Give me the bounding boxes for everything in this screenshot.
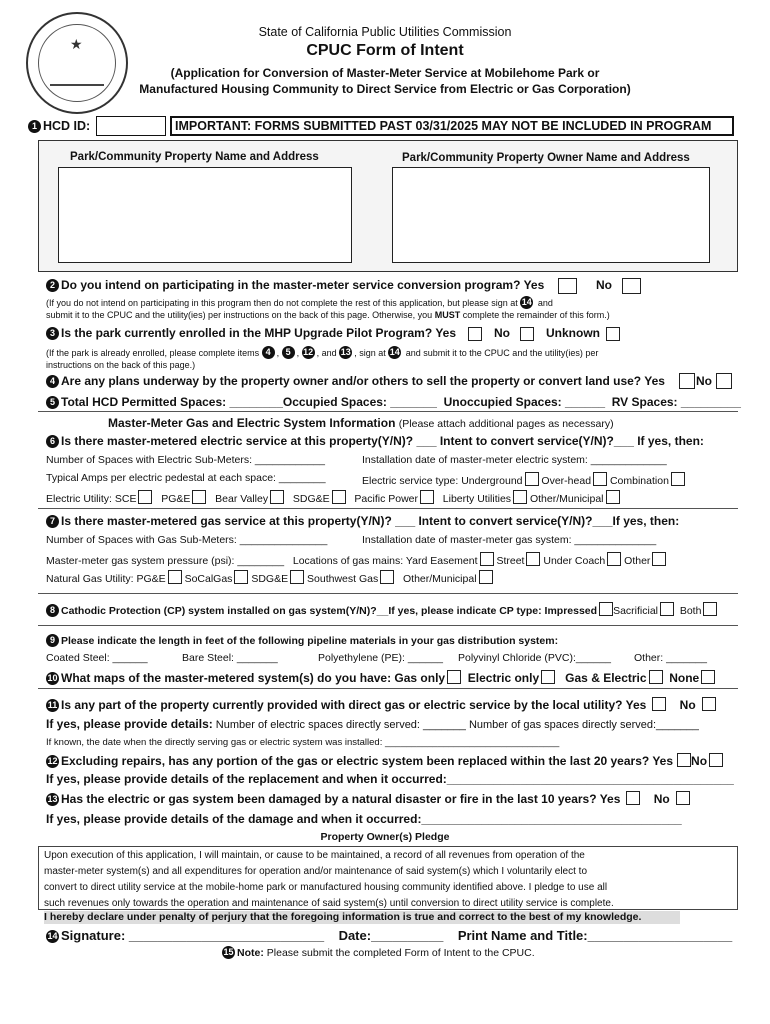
q2-note-line-2: submit it to the CPUC and the utility(ies) per instructions on the back of this page. Otherwise, you MUST complete the remainder of this form.) (46, 310, 610, 320)
q12-question: 12 Excluding repairs, has any portion of the gas or electric system been replaced within the last 20 years? Yes No (46, 753, 723, 768)
both-cp-checkbox[interactable] (703, 602, 717, 616)
q12-no-checkbox[interactable] (709, 753, 723, 767)
pacific-power-checkbox[interactable] (420, 490, 434, 504)
q8-question: 8 Cathodic Protection (CP) system installed on gas system(Y/N)?__If yes, please indicate CP type: Impressed Sacrificial Both (46, 602, 717, 617)
sacrificial-checkbox[interactable] (660, 602, 674, 616)
q3-note-line-1: (If the park is already enrolled, please complete items 4 , 5 , 12 , and 13 , sign at 14 and submit it to the CPUC and the utility(ies) per (46, 347, 599, 358)
signature-row: 14 Signature: ___________________________ Date:__________ Print Name and Title:____________________ (47, 928, 733, 943)
q5-spaces-row: 5 Total HCD Permitted Spaces: ________Occupied Spaces: _______ Unoccupied Spaces: ______ RV Spaces: _________ (46, 395, 741, 409)
yard-easement-checkbox[interactable] (480, 552, 494, 566)
sdge-gas-checkbox[interactable] (290, 570, 304, 584)
gas-electric-checkbox[interactable] (649, 670, 663, 684)
q6-submeters: Number of Spaces with Electric Sub-Meters: ____________ (46, 454, 325, 466)
q4-no-checkbox[interactable] (716, 373, 732, 389)
socalgas-checkbox[interactable] (234, 570, 248, 584)
section-header: Master-Meter Gas and Electric System Information (Please attach additional pages as necessary) (108, 416, 614, 430)
q10-question: 10 What maps of the master-metered system(s) do you have: Gas only Electric only Gas & Electric None (46, 670, 715, 685)
form-subtitle-line-2: Manufactured Housing Community to Direct Service from Electric or Gas Corporation) (139, 82, 631, 96)
state-seal-logo: ★ (26, 12, 128, 114)
q12-yes-checkbox[interactable] (677, 753, 691, 767)
declaration: I hereby declare under penalty of perjury that the foregoing information is true and correct to the best of my knowledge. (44, 911, 680, 924)
q13-yes-checkbox[interactable] (626, 791, 640, 805)
divider (38, 625, 738, 626)
owner-name-label: Park/Community Property Owner Name and Address (402, 152, 690, 164)
date-field[interactable]: Date:__________ (338, 928, 444, 943)
signature-field[interactable]: Signature: ___________________________ (61, 928, 325, 943)
q9-question: 9 Please indicate the length in feet of the following pipeline materials in your gas distribution system: (46, 634, 558, 647)
liberty-utilities-checkbox[interactable] (513, 490, 527, 504)
q4-yes-checkbox[interactable] (679, 373, 695, 389)
divider (38, 688, 738, 689)
pledge-line-4: such revenues only towards the operation and maintenance of said system(s) until conversion to direct utility service is complete. (44, 898, 614, 909)
form-title: CPUC Form of Intent (306, 42, 464, 59)
sdge-electric-checkbox[interactable] (332, 490, 346, 504)
q13-no-checkbox[interactable] (676, 791, 690, 805)
deadline-notice: IMPORTANT: FORMS SUBMITTED PAST 03/31/2025 MAY NOT BE INCLUDED IN PROGRAM (170, 116, 734, 136)
q6-install-date: Installation date of master-meter electric system: _____________ (362, 454, 667, 466)
form-subtitle-line-1: (Application for Conversion of Master-Meter Service at Mobilehome Park or (170, 66, 600, 80)
q4-no-label: No (696, 374, 712, 388)
q6-amps: Typical Amps per electric pedestal at each space: ________ (46, 472, 326, 484)
park-name-label: Park/Community Property Name and Address (70, 151, 319, 163)
q13-details: If yes, please provide details of the damage and when it occurred:_______________________________________ (46, 812, 682, 826)
street-checkbox[interactable] (526, 552, 540, 566)
q3-no-checkbox[interactable] (520, 327, 534, 341)
pge-gas-checkbox[interactable] (168, 570, 182, 584)
q11-yes-checkbox[interactable] (652, 697, 666, 711)
q3-question: 3 Is the park currently enrolled in the MHP Upgrade Pilot Program? Yes (46, 326, 456, 340)
divider (38, 593, 738, 594)
pge-electric-checkbox[interactable] (192, 490, 206, 504)
q9-other: Other: _______ (634, 652, 707, 664)
q3-unknown-checkbox[interactable] (606, 327, 620, 341)
park-name-address-field[interactable] (58, 167, 352, 263)
q7-question: 7 Is there master-metered gas service at this property(Y/N)? ___ Intent to convert service(Y/N)?___If yes, then: (46, 514, 679, 528)
q13-question: 13 Has the electric or gas system been damaged by a natural disaster or fire in the last 10 years? Yes No (46, 791, 690, 806)
q3-yes-checkbox[interactable] (468, 327, 482, 341)
hcd-id-label: 1 HCD ID: (28, 119, 90, 133)
q7-pressure-and-mains: Master-meter gas system pressure (psi): ________ Locations of gas mains: Yard Easement Street Under Coach Other (46, 552, 666, 567)
q6-electric-utility: Electric Utility: SCE PG&E Bear Valley SDG&E Pacific Power Liberty Utilities Other/Municipal (46, 490, 620, 505)
hcd-id-field[interactable] (96, 116, 166, 136)
other-mains-checkbox[interactable] (652, 552, 666, 566)
q7-gas-utility: Natural Gas Utility: PG&E SoCalGas SDG&E Southwest Gas Other/Municipal (46, 570, 493, 585)
pledge-line-1: Upon execution of this application, I will maintain, or cause to be maintained, a record of all revenues from operation of the (44, 850, 585, 861)
pledge-line-2: master-meter system(s) and all expenditures for operation and/or maintenance of said system(s) which I voluntarily elect to (44, 866, 588, 877)
pledge-title: Property Owner(s) Pledge (320, 831, 450, 843)
q9-pvc: Polyvinyl Chloride (PVC):______ (458, 652, 611, 664)
electric-only-checkbox[interactable] (541, 670, 555, 684)
q11-details-row: If yes, please provide details: Number of electric spaces directly served: _______ Number of gas spaces directly served:_______ (46, 717, 699, 731)
submit-note: 15 Note: Please submit the completed Form of Intent to the CPUC. (223, 947, 535, 959)
print-name-field[interactable]: Print Name and Title:____________________ (457, 928, 733, 943)
under-coach-checkbox[interactable] (607, 552, 621, 566)
southwest-gas-checkbox[interactable] (380, 570, 394, 584)
q3-note-line-2: instructions on the back of this page.) (46, 360, 196, 370)
section-divider (38, 411, 738, 412)
q9-bare-steel: Bare Steel: _______ (182, 652, 278, 664)
overhead-checkbox[interactable] (593, 472, 607, 486)
q4-question: 4 Are any plans underway by the property owner and/or others to sell the property or convert land use? Yes (46, 374, 665, 388)
q2-note-line-1: (If you do not intend on participating in this program then do not complete the rest of this application, but please sign at 14 and (46, 297, 553, 308)
other-municipal-electric-checkbox[interactable] (606, 490, 620, 504)
other-municipal-gas-checkbox[interactable] (479, 570, 493, 584)
underground-checkbox[interactable] (525, 472, 539, 486)
q12-details: If yes, please provide details of the replacement and when it occurred:___________________________________________ (46, 772, 734, 786)
q3-unknown-label: Unknown (546, 326, 600, 340)
pledge-line-3: convert to direct utility service at the mobile-home park or manufactured housing community identified above. I pledge to use all (44, 882, 608, 893)
q2-question: 2 Do you intend on participating in the master-meter service conversion program? Yes (46, 278, 544, 292)
gas-only-checkbox[interactable] (447, 670, 461, 684)
q7-install-date: Installation date of master-meter gas system: ______________ (362, 534, 657, 546)
sce-checkbox[interactable] (138, 490, 152, 504)
q2-no-label: No (596, 278, 612, 292)
q2-no-checkbox[interactable] (622, 278, 641, 294)
q11-install-date: If known, the date when the directly serving gas or electric system was installed: _________________________________ (46, 737, 560, 748)
q6-service-type: Electric service type: Underground Over-head Combination (362, 472, 685, 487)
bear-valley-checkbox[interactable] (270, 490, 284, 504)
divider (38, 508, 738, 509)
q2-yes-checkbox[interactable] (558, 278, 577, 294)
owner-name-address-field[interactable] (392, 167, 710, 263)
agency-name: State of California Public Utilities Commission (258, 25, 512, 39)
q9-polyethylene: Polyethylene (PE): ______ (318, 652, 443, 664)
q6-question: 6 Is there master-metered electric service at this property(Y/N)? ___ Intent to convert service(Y/N)?___ If yes, then: (46, 434, 704, 448)
combination-checkbox[interactable] (671, 472, 685, 486)
none-maps-checkbox[interactable] (701, 670, 715, 684)
q7-submeters: Number of Spaces with Gas Sub-Meters: _______________ (46, 534, 328, 546)
q11-question: 11 Is any part of the property currently provided with direct gas or electric service by the local utility? Yes No (46, 697, 716, 712)
q9-coated-steel: Coated Steel: ______ (46, 652, 148, 664)
q11-no-checkbox[interactable] (702, 697, 716, 711)
q3-no-label: No (494, 326, 510, 340)
impressed-checkbox[interactable] (599, 602, 613, 616)
